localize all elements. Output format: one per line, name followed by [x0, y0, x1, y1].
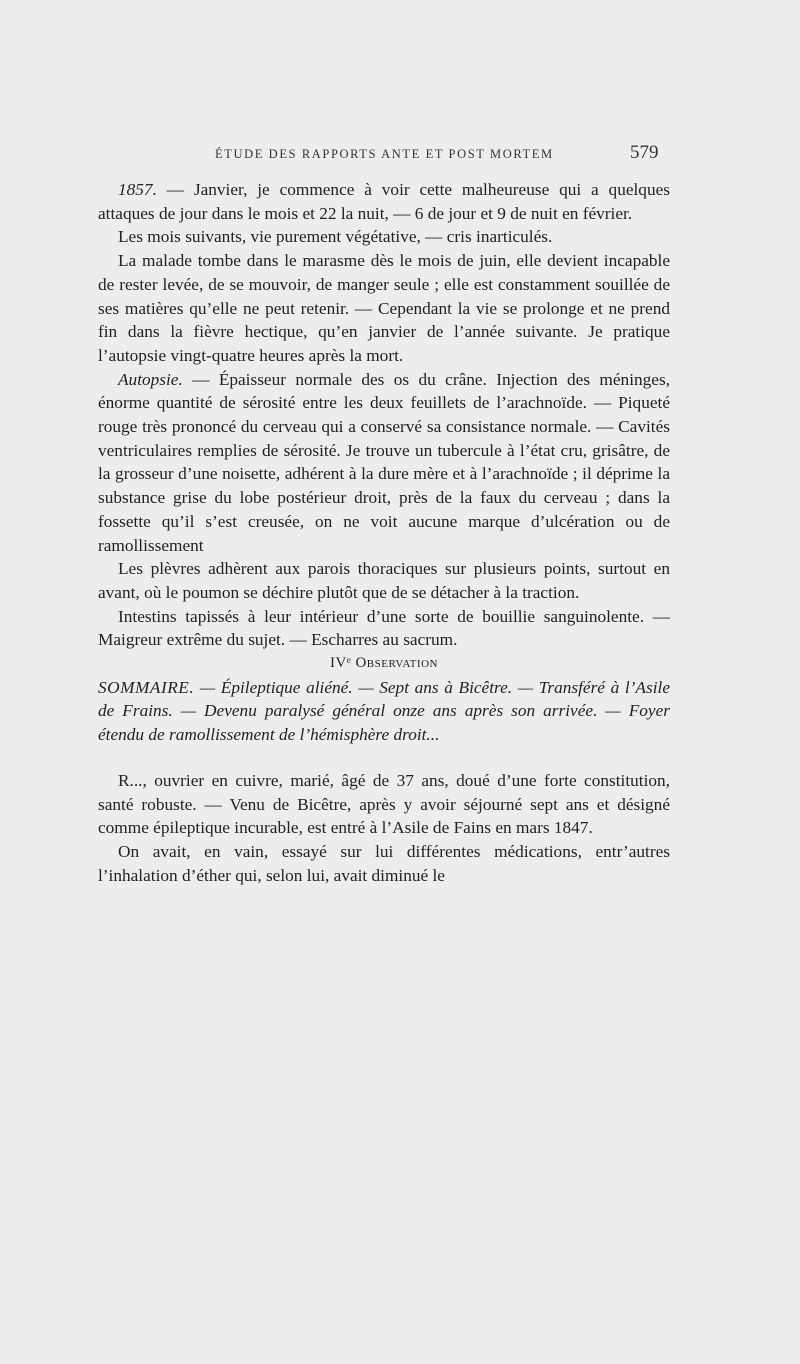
paragraph-1-text: — Janvier, je commence à voir cette malheureuse qui a quelques attaques de jour dans le mois et 22 la nuit, — 6 de jour et 9 de nuit en février. — [98, 180, 670, 223]
paragraph-2: Les mois suivants, vie purement végétative, — cris inarticulés. — [118, 227, 553, 247]
text-block — [98, 178, 670, 887]
paragraph-medications: On avait, en vain, essayé sur lui différentes médications, entr’autres l’inhalation d’éther qui, selon lui, avait diminué le — [98, 841, 670, 885]
summary — [98, 676, 670, 747]
date-1857: 1857. — [118, 180, 157, 199]
paragraph-plevres: Les plèvres adhèrent aux parois thoraciques sur plusieurs points, surtout en avant, où le poumon se déchire plutôt que de se détacher à la traction. — [98, 559, 670, 602]
summary-label: SOMMAIRE. — [98, 677, 195, 697]
paragraph-intestins: Intestins tapissés à leur intérieur d’une sorte de bouillie sanguinolente. — Maigreur extrême du sujet. — Escharres au sacrum. — [98, 606, 670, 650]
paragraph-3: La malade tombe dans le marasme dès le mois de juin, elle devient incapable de rester levée, de se mouvoir, de manger seule ; elle est constamment souillée de ses matières qu’elle ne peut retenir. — Cependant la vie se prolonge et ne prend fin dans la fièvre hectique, qu’en janvier de l’année suivante. Je pratique l’autopsie vingt-quatre heures après la mort. — [98, 251, 670, 365]
observation-label: Observation — [355, 655, 438, 672]
paragraph-autopsie — [98, 368, 670, 558]
observation-number: IVᵉ — [330, 655, 352, 672]
paragraph-patient: R..., ouvrier en cuivre, marié, âgé de 37 ans, doué d’une forte constitution, santé robuste. — Venu de Bicêtre, après y avoir séjourné sept ans et désigné comme épileptique incurable, est entré à l’Asile de Fains en mars 1847. — [98, 770, 670, 838]
autopsie-label: Autopsie. — [118, 369, 183, 389]
observation-heading — [98, 652, 670, 676]
summary-text: — Épileptique aliéné. — Sept ans à Bicêtre. — Transféré à l’Asile de Frains. — Devenu paralysé général onze ans après son arrivée. — Foyer étendu de ramollissement de l’hémisphère droit... — [98, 677, 670, 745]
autopsie-text: — Épaisseur normale des os du crâne. Injection des méninges, énorme quantité de sérosité entre les deux feuillets de l’arachnoïde. — Piqueté rouge très prononcé du cerveau qui a conservé sa consistance normale. — Cavités ventriculaires remplies de sérosité. Je trouve un tubercule à l’état cru, grisâtre, de la grosseur d’une noisette, adhérent à la dure mère et à l’arachnoïde ; il déprime la substance grise du lobe postérieur droit, près de la faux du cerveau ; dans la fossette qu’il s’est creusée, on ne voit aucune marque d’ulcération ou de ramollissement — [98, 369, 670, 555]
paragraph-1 — [98, 178, 670, 225]
page-number: 579 — [630, 142, 659, 163]
running-title: ÉTUDE DES RAPPORTS ANTE ET POST MORTEM — [215, 147, 554, 161]
